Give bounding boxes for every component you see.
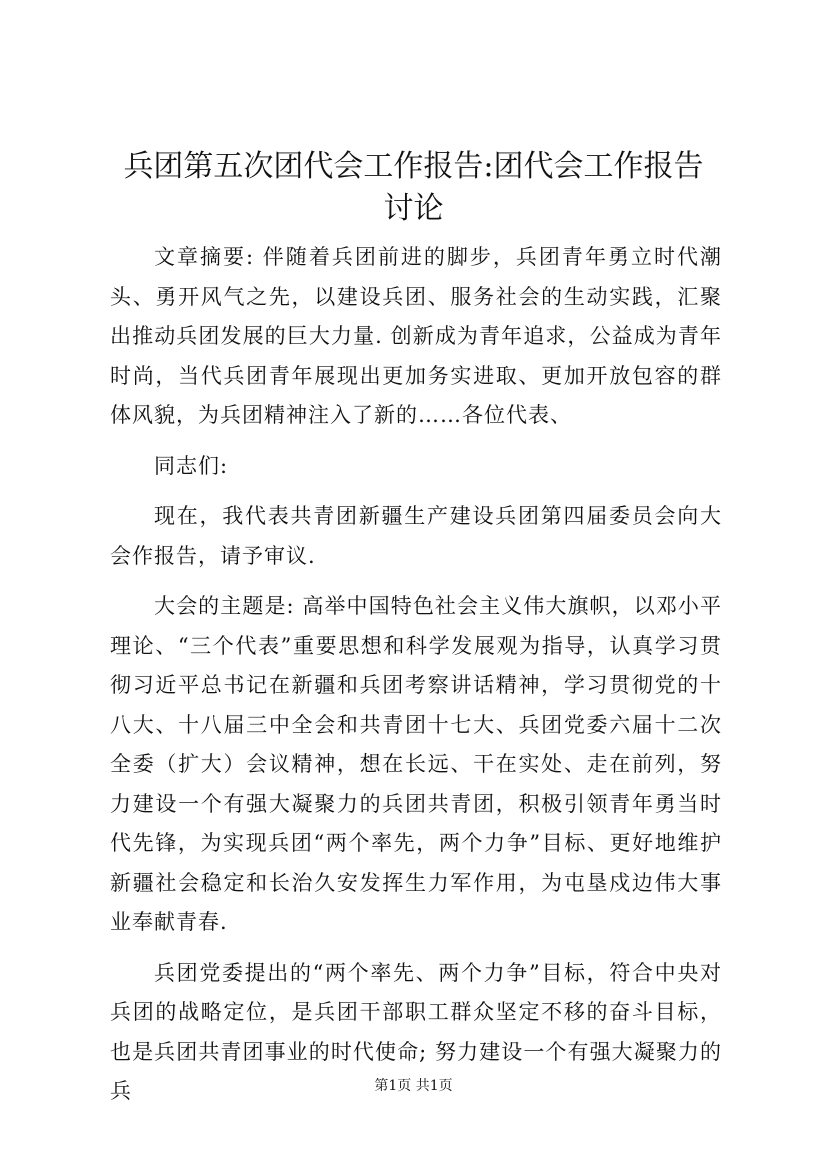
document-body bbox=[110, 238, 722, 1123]
goal-paragraph: 兵团党委提出的“两个率先、两个力争”目标，符合中央对兵团的战略定位，是兵团干部职工群众坚定不移的奋斗目标，也是兵团共青团事业的时代使命; 努力建设一个有强大凝聚力的兵 bbox=[110, 960, 722, 1103]
document-title bbox=[100, 146, 727, 230]
title-line-2: 讨论 bbox=[383, 191, 444, 226]
abstract-paragraph: 文章摘要: 伴随着兵团前进的脚步，兵团青年勇立时代潮头、勇开风气之先，以建设兵团、服务社会的生动实践，汇聚出推动兵团发展的巨大力量. 创新成为青年追求，公益成为青年时尚，当代兵团青年展现出更加务实进取、更加开放包容的群体风貌，为兵团精神注入了新的……各位代表、 bbox=[110, 245, 722, 427]
theme-paragraph: 大会的主题是: 高举中国特色社会主义伟大旗帜，以邓小平理论、“三个代表”重要思想和科学发展观为指导，认真学习贯彻习近平总书记在新疆和兵团考察讲话精神，学习贯彻党的十八大、十八届三中全会和共青团十七大、兵团党委六届十二次全委（扩大）会议精神，想在长远、干在实处、走在前列，努力建设一个有强大凝聚力的兵团共青团，积极引领青年勇当时代先锋，为实现兵团“两个率先，两个力争”目标、更好地维护新疆社会稳定和长治久安发挥生力军作用，为屯垦戍边伟大事业奉献青春. bbox=[110, 594, 722, 934]
page-footer: 第1页 共1页 bbox=[374, 1078, 453, 1094]
title-line-1: 兵团第五次团代会工作报告:团代会工作报告 bbox=[123, 149, 704, 184]
opening-paragraph: 现在，我代表共青团新疆生产建设兵团第四届委员会向大会作报告，请予审议. bbox=[110, 504, 722, 568]
salutation-paragraph: 同志们: bbox=[154, 453, 229, 478]
